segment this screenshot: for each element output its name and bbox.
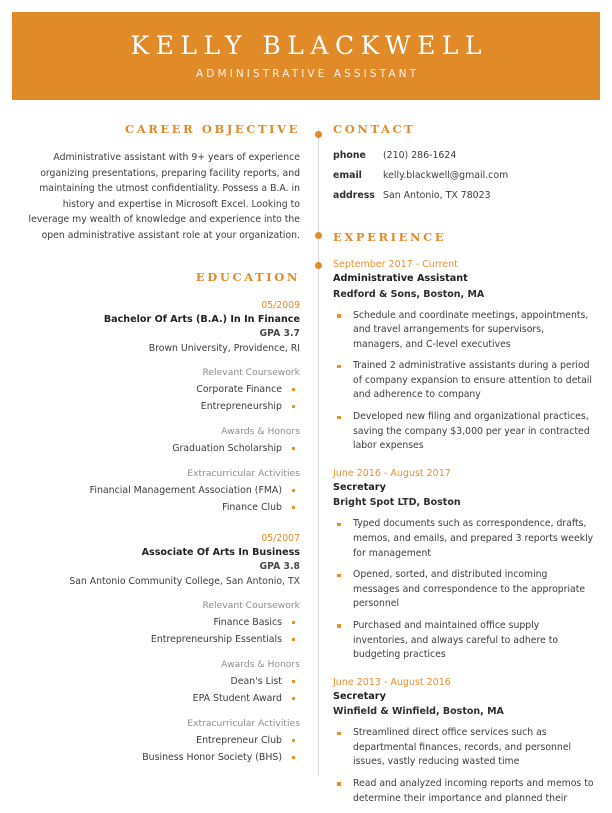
education-group-label: Awards & Honors: [221, 658, 300, 670]
candidate-job-title: ADMINISTRATIVE ASSISTANT: [196, 68, 420, 81]
list-item: Read and analyzed incoming reports and memos to determine their importance and planned their: [333, 777, 595, 806]
experience-role: Administrative Assistant: [333, 273, 468, 284]
contact-value: kelly.blackwell@gmail.com: [383, 170, 509, 181]
divider-dot-education: [315, 262, 322, 269]
education-group-list: [20, 381, 300, 415]
experience-bullet-list: [333, 517, 595, 662]
experience-date: June 2013 - August 2016: [333, 676, 451, 688]
education-group-list: [20, 673, 300, 707]
section-heading-education: EDUCATION: [195, 269, 300, 284]
right-column: [333, 122, 595, 813]
experience-date: June 2016 - August 2017: [333, 467, 451, 479]
experience-company: Winfield & Winfield, Boston, MA: [333, 706, 504, 718]
list-item: Entrepreneurship Essentials: [20, 631, 300, 648]
list-item: Dean's List: [20, 673, 300, 690]
experience-entry: [333, 676, 595, 806]
education-date: 05/2007: [261, 532, 300, 544]
education-group-label: Extracurricular Activities: [187, 467, 300, 479]
section-heading-contact: CONTACT: [333, 122, 416, 136]
experience-bullet-list: [333, 726, 595, 806]
experience-entry: [333, 467, 595, 663]
experience-role: Secretary: [333, 690, 386, 702]
section-heading-career-objective: CAREER OBJECTIVE: [124, 122, 300, 136]
divider-dot-contact: [315, 131, 322, 138]
education-entry: [20, 300, 300, 516]
education-gpa: GPA 3.8: [259, 560, 300, 572]
experience-role: Secretary: [333, 481, 386, 493]
education-group-label: Relevant Coursework: [202, 599, 300, 611]
list-item: Opened, sorted, and distributed incoming messages and correspondence to the appropriate personnel: [333, 568, 595, 612]
contact-label: phone: [333, 150, 366, 161]
contact-row-address: [333, 189, 595, 202]
divider-dot-experience: [315, 232, 322, 239]
education-group-list: [20, 440, 300, 457]
contact-row-phone: [333, 149, 595, 162]
list-item: Entrepreneurship: [20, 398, 300, 415]
contact-value: San Antonio, TX 78023: [383, 190, 491, 201]
experience-company: Bright Spot LTD, Boston: [333, 497, 461, 509]
education-degree: Associate Of Arts In Business: [141, 546, 300, 558]
list-item: Financial Management Association (FMA): [20, 482, 300, 499]
career-objective-text: Administrative assistant with 9+ years of experience organizing presentations, preparing facility reports, and maintaining the utmost confidentiality. Possess a B.A. in history and expertise in Microsoft Excel. Looking to leverage my wealth of knowledge and experience into the open administrative assistant role at your organization.: [28, 152, 300, 241]
experience-heading-wrap: [333, 230, 595, 244]
list-item: Finance Club: [20, 499, 300, 516]
list-item: Graduation Scholarship: [20, 440, 300, 457]
header-banner: [12, 12, 600, 100]
education-group-label: Extracurricular Activities: [187, 717, 300, 729]
experience-company: Redford & Sons, Boston, MA: [333, 288, 485, 300]
education-school: Brown University, Providence, RI: [148, 342, 300, 354]
education-group-list: [20, 732, 300, 766]
candidate-name: KELLY BLACKWELL: [130, 30, 489, 60]
education-group-label: Relevant Coursework: [202, 366, 300, 378]
education-entry: [20, 533, 300, 766]
list-item: Trained 2 administrative assistants during a period of company expansion to ensure attention to detail and adherence to company: [333, 359, 595, 403]
education-group-list: [20, 482, 300, 516]
contact-label: email: [333, 170, 362, 181]
list-item: Entrepreneur Club: [20, 732, 300, 749]
experience-date: September 2017 - Current: [333, 259, 458, 270]
list-item: Corporate Finance: [20, 381, 300, 398]
contact-value: (210) 286-1624: [383, 150, 457, 161]
list-item: Typed documents such as correspondence, drafts, memos, and emails, and prepared 3 reports weekly for management: [333, 517, 595, 561]
column-divider: [318, 128, 319, 776]
list-item: Developed new filing and organizational practices, saving the company $3,000 per year in contracted labor expenses: [333, 410, 595, 454]
education-gpa: GPA 3.7: [259, 327, 300, 339]
list-item: EPA Student Award: [20, 690, 300, 707]
list-item: Streamlined direct office services such as departmental finances, records, and personnel issues, vastly reducing wasted time: [333, 726, 595, 770]
list-item: Schedule and coordinate meetings, appointments, and travel arrangements for supervisors, managers, and C-level executives: [333, 309, 595, 353]
education-group-label: Awards & Honors: [221, 425, 300, 437]
left-column: [20, 122, 300, 766]
experience-entry: [333, 258, 595, 454]
contact-details: [333, 149, 595, 202]
education-school: San Antonio Community College, San Antonio, TX: [69, 575, 300, 587]
section-heading-experience: EXPERIENCE: [333, 230, 447, 244]
list-item: Purchased and maintained office supply inventories, and always careful to adhere to budgeting practices: [333, 619, 595, 663]
list-item: Finance Basics: [20, 614, 300, 631]
education-degree: Bachelor Of Arts (B.A.) In In Finance: [103, 313, 300, 325]
list-item: Business Honor Society (BHS): [20, 749, 300, 766]
education-date: 05/2009: [261, 299, 300, 311]
experience-bullet-list: [333, 309, 595, 454]
contact-label: address: [333, 190, 375, 201]
education-group-list: [20, 614, 300, 648]
contact-row-email: [333, 169, 595, 182]
